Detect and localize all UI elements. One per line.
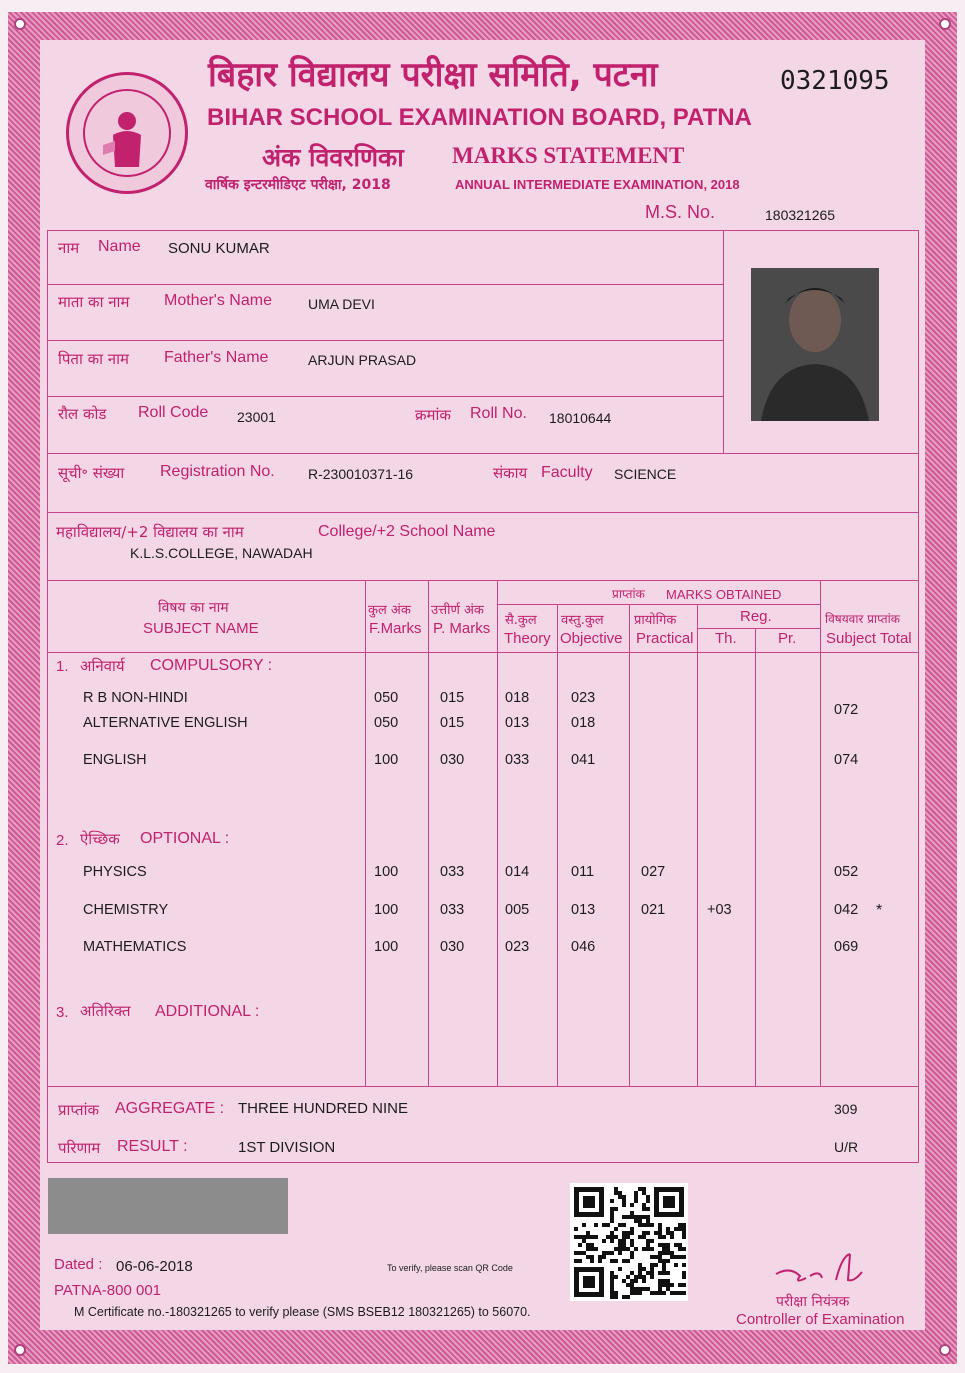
subject-head-hindi: विषय का नाम (158, 600, 229, 616)
certificate-sms-note: M Certificate no.-180321265 to verify please (SMS BSEB12 180321265) to 56070. (74, 1305, 531, 1319)
section-number: 2. (56, 832, 69, 849)
objective-head-hindi: वस्तु.कुल (561, 613, 604, 628)
roll-no-label-hindi: क्रमांक (415, 406, 451, 424)
serial-number: 0321095 (780, 66, 890, 96)
reg-practical-head: Pr. (778, 630, 797, 647)
full-marks-head: F.Marks (369, 620, 422, 637)
statement-title-hindi: अंक विवरणिका (262, 143, 404, 172)
name-label-hindi: नाम (58, 239, 80, 257)
practical-marks-cell: 021 (641, 902, 666, 918)
roll-code-value: 23001 (237, 409, 276, 425)
registration-label: Registration No. (160, 463, 275, 480)
theory-marks-cell: 033 (505, 752, 530, 768)
subject-total-cell: 069 (834, 939, 859, 955)
theory-marks-cell: 014 (505, 864, 530, 880)
board-title-english: BIHAR SCHOOL EXAMINATION BOARD, PATNA (207, 104, 752, 131)
subject-name-cell: CHEMISTRY (83, 902, 169, 918)
theory-head: Theory (504, 630, 551, 647)
faculty-label-hindi: संकाय (493, 464, 528, 482)
father-name: ARJUN PRASAD (308, 352, 417, 368)
pass-marks-head-hindi: उत्तीर्ण अंक (431, 603, 484, 618)
section-number: 3. (56, 1004, 69, 1021)
registration-value: R-230010371-16 (308, 466, 414, 482)
pass-marks-cell: 015 (440, 690, 465, 706)
pass-marks-head: P. Marks (433, 620, 491, 637)
statement-title-english: MARKS STATEMENT (452, 143, 685, 168)
subject-total-head-hindi: विषयवार प्राप्तांक (825, 612, 900, 626)
rivet-icon (939, 18, 951, 30)
controller-title: Controller of Examination (736, 1311, 905, 1328)
issue-place: PATNA-800 001 (54, 1282, 161, 1299)
college-name: K.L.S.COLLEGE, NAWADAH (130, 545, 313, 561)
theory-marks-cell: 013 (505, 715, 530, 731)
roll-code-label-hindi: रौल कोड (58, 405, 107, 423)
mother-label: Mother's Name (164, 292, 272, 309)
mother-label-hindi: माता का नाम (58, 293, 130, 311)
aggregate-label: AGGREGATE : (115, 1100, 225, 1117)
dated-label: Dated : (54, 1256, 103, 1273)
full-marks-cell: 100 (374, 752, 399, 768)
objective-marks-cell: 018 (571, 715, 596, 731)
rivet-icon (939, 1344, 951, 1356)
college-label: College/+2 School Name (318, 523, 496, 540)
subject-head: SUBJECT NAME (143, 620, 259, 637)
father-label: Father's Name (164, 349, 269, 366)
aggregate-label-hindi: प्राप्तांक (58, 1101, 99, 1119)
objective-marks-cell: 013 (571, 902, 596, 918)
full-marks-head-hindi: कुल अंक (368, 603, 411, 618)
student-name: SONU KUMAR (168, 240, 270, 257)
result-value: 1ST DIVISION (238, 1139, 336, 1156)
board-title-hindi: बिहार विद्यालय परीक्षा समिति, पटना (208, 55, 658, 95)
full-marks-cell: 100 (374, 902, 399, 918)
full-marks-cell: 100 (374, 864, 399, 880)
subject-total-head: Subject Total (826, 630, 912, 647)
father-label-hindi: पिता का नाम (58, 350, 129, 368)
practical-head-hindi: प्रायोगिक (634, 613, 677, 628)
student-photo (751, 268, 879, 421)
college-label-hindi: महाविद्यालय/+2 विद्यालय का नाम (56, 523, 244, 541)
pass-marks-cell: 033 (440, 864, 465, 880)
theory-head-hindi: सै.कुल (505, 613, 537, 628)
reg-theory-head: Th. (715, 630, 737, 647)
board-seal-icon (66, 72, 188, 194)
additional-label-hindi: अतिरिक्त (80, 1002, 131, 1020)
result-code: U/R (834, 1139, 859, 1155)
subject-total-cell: 074 (834, 752, 859, 768)
issue-date: 06-06-2018 (116, 1258, 193, 1275)
faculty-label: Faculty (541, 464, 593, 481)
exam-title-hindi: वार्षिक इन्टरमीडिएट परीक्षा, 2018 (205, 177, 391, 193)
roll-code-label: Roll Code (138, 404, 209, 421)
objective-head: Objective (560, 630, 623, 647)
theory-marks-cell: 023 (505, 939, 530, 955)
controller-signature (770, 1248, 890, 1293)
document-body (40, 40, 925, 1330)
theory-marks-cell: 005 (505, 902, 530, 918)
pass-marks-cell: 033 (440, 902, 465, 918)
aggregate-words: THREE HUNDRED NINE (238, 1100, 409, 1117)
subject-total-cell: 072 (834, 702, 859, 718)
result-label: RESULT : (117, 1138, 188, 1155)
roll-no-label: Roll No. (470, 405, 527, 422)
subject-name-cell: MATHEMATICS (83, 939, 187, 955)
marks-obtained-head-hindi: प्राप्तांक (612, 587, 645, 601)
theory-marks-cell: 018 (505, 690, 530, 706)
optional-label-hindi: ऐच्छिक (80, 830, 120, 848)
compulsory-label: COMPULSORY : (150, 657, 273, 674)
rivet-icon (14, 1344, 26, 1356)
roll-no-value: 18010644 (549, 410, 612, 426)
compulsory-label-hindi: अनिवार्य (80, 657, 125, 675)
objective-marks-cell: 023 (571, 690, 596, 706)
reg-head: Reg. (740, 608, 772, 625)
registration-label-hindi: सूची॰ संख्या (58, 464, 125, 482)
additional-label: ADDITIONAL : (155, 1003, 260, 1020)
subject-name-cell: ALTERNATIVE ENGLISH (83, 715, 248, 731)
subject-total-cell: 052 (834, 864, 859, 880)
subject-name-cell: R B NON-HINDI (83, 690, 188, 706)
qr-verify-note: To verify, please scan QR Code (387, 1263, 513, 1273)
full-marks-cell: 050 (374, 690, 399, 706)
grace-mark-symbol: * (876, 902, 883, 919)
result-label-hindi: परिणाम (58, 1139, 101, 1157)
pass-marks-cell: 015 (440, 715, 465, 731)
subject-name-cell: PHYSICS (83, 864, 147, 880)
redacted-block (48, 1178, 288, 1234)
practical-marks-cell: 027 (641, 864, 666, 880)
practical-head: Practical (636, 630, 694, 647)
objective-marks-cell: 046 (571, 939, 596, 955)
pass-marks-cell: 030 (440, 752, 465, 768)
subject-name-cell: ENGLISH (83, 752, 147, 768)
rivet-icon (14, 18, 26, 30)
aggregate-value: 309 (834, 1101, 858, 1117)
name-label: Name (98, 238, 141, 255)
controller-title-hindi: परीक्षा नियंत्रक (776, 1294, 850, 1310)
subject-total-cell: 042 (834, 902, 859, 918)
section-number: 1. (56, 658, 69, 675)
exam-title-english: ANNUAL INTERMEDIATE EXAMINATION, 2018 (455, 177, 740, 192)
optional-label: OPTIONAL : (140, 830, 230, 847)
reg-theory-cell: +03 (707, 902, 732, 918)
full-marks-cell: 050 (374, 715, 399, 731)
full-marks-cell: 100 (374, 939, 399, 955)
objective-marks-cell: 011 (571, 864, 595, 880)
marks-obtained-head: MARKS OBTAINED (666, 587, 782, 602)
mother-name: UMA DEVI (308, 296, 375, 312)
objective-marks-cell: 041 (571, 752, 596, 768)
faculty-value: SCIENCE (614, 466, 677, 482)
qr-code-icon[interactable] (570, 1183, 688, 1301)
ms-no-value: 180321265 (765, 207, 836, 223)
ms-no-label: M.S. No. (645, 202, 716, 222)
pass-marks-cell: 030 (440, 939, 465, 955)
